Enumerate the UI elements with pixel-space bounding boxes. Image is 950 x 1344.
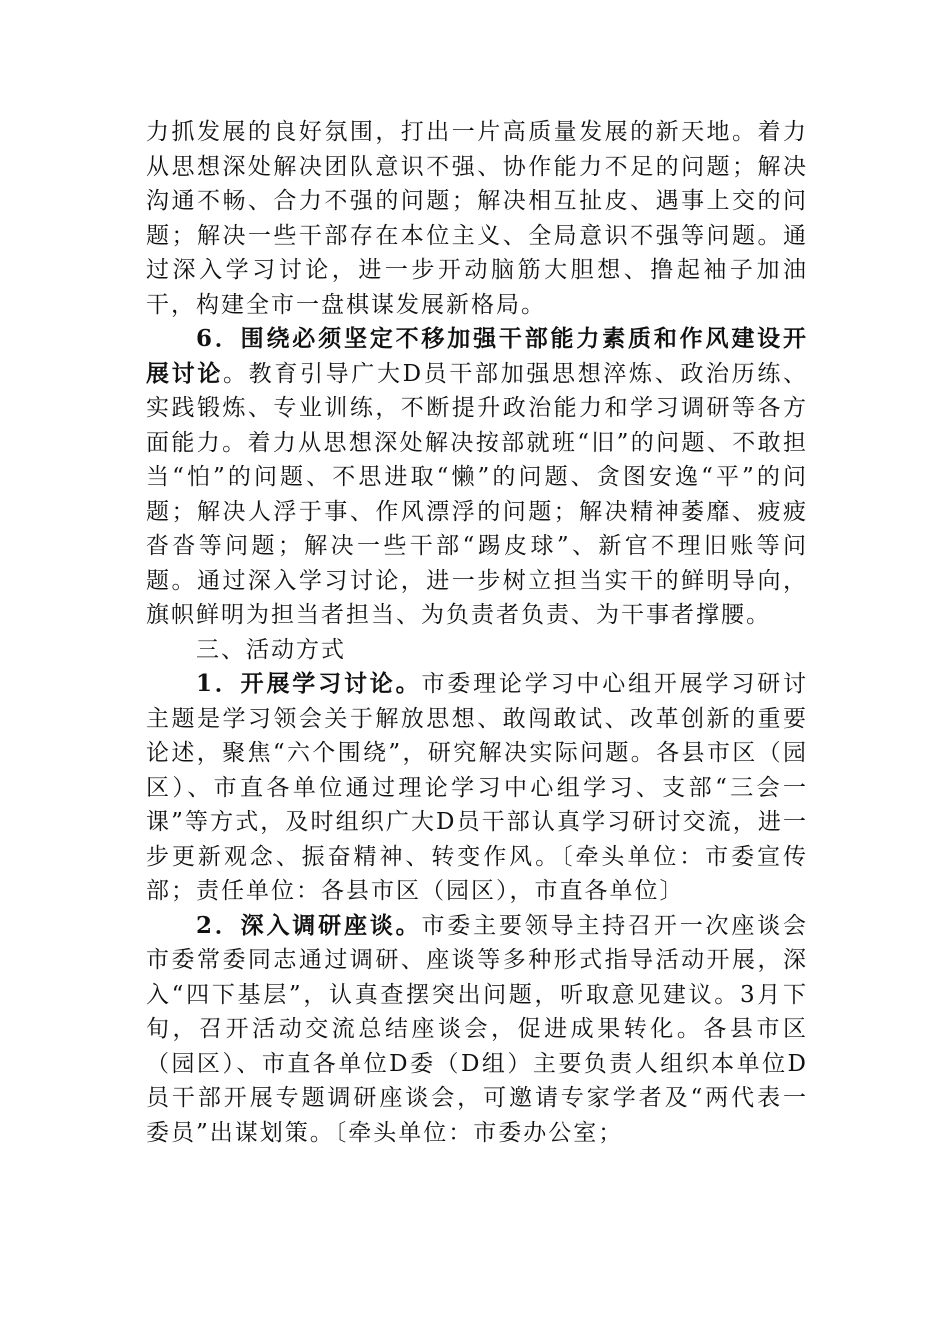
method-2-lead: 2．深入调研座谈。 bbox=[196, 911, 422, 939]
paragraph-text: 力抓发展的良好氛围，打出一片高质量发展的新天地。着力从思想深处解决团队意识不强、协作能力不足的问题；解决沟通不畅、合力不强的问题；解决相互扯皮、遇事上交的问题；解决一些干部存在本位主义、全局意识不强等问题。通过深入学习讨论，进一步开动脑筋大胆想、撸起袖子加油干，构建全市一盘棋谋发展新格局。 bbox=[146, 119, 808, 318]
document-body bbox=[146, 115, 808, 1150]
item-6-lead: 6．围绕必须坚定不移加强干部能力素质和作风建设开展讨论 bbox=[146, 325, 808, 387]
method-1-lead: 1．开展学习讨论。 bbox=[196, 670, 422, 697]
paragraph-item-6 bbox=[146, 322, 808, 633]
paragraph-method-1 bbox=[146, 667, 808, 909]
section-heading-text: 三、活动方式 bbox=[196, 636, 346, 663]
method-2-body: 市委主要领导主持召开一次座谈会市委常委同志通过调研、座谈等多种形式指导活动开展，深入“四下基层”，认真查摆突出问题，听取意见建议。3月下旬，召开活动交流总结座谈会，促进成果转化。各县市区（园区）、市直各单位D委（D组）主要负责人组织本单位D员干部开展专题调研座谈会，可邀请专家学者及“两代表一委员”出谋划策。〔牵头单位：市委办公室； bbox=[146, 912, 808, 1146]
paragraph-method-2 bbox=[146, 909, 808, 1151]
section-heading-activity-method bbox=[146, 633, 808, 668]
item-6-body: 。教育引导广大D员干部加强思想淬炼、政治历练、实践锻炼、专业训练，不断提升政治能力和学习调研等各方面能力。着力从思想深处解决按部就班“旧”的问题、不敢担当“怕”的问题、不思进取“懒”的问题、贪图安逸“平”的问题；解决人浮于事、作风漂浮的问题；解决精神萎靡、疲疲沓沓等问题；解决一些干部“踢皮球”、新官不理旧账等问题。通过深入学习讨论，进一步树立担当实干的鲜明导向，旗帜鲜明为担当者担当、为负责者负责、为干事者撑腰。 bbox=[146, 360, 809, 628]
method-1-body: 市委理论学习中心组开展学习研讨主题是学习领会关于解放思想、敢闯敢试、改革创新的重要论述，聚焦“六个围绕”，研究解决实际问题。各县市区（园区）、市直各单位通过理论学习中心组学习、支部“三会一课”等方式，及时组织广大D员干部认真学习研讨交流，进一步更新观念、振奋精神、转变作风。〔牵头单位：市委宣传部；责任单位：各县市区（园区），市直各单位〕 bbox=[146, 671, 808, 904]
paragraph-continuation bbox=[146, 115, 808, 322]
